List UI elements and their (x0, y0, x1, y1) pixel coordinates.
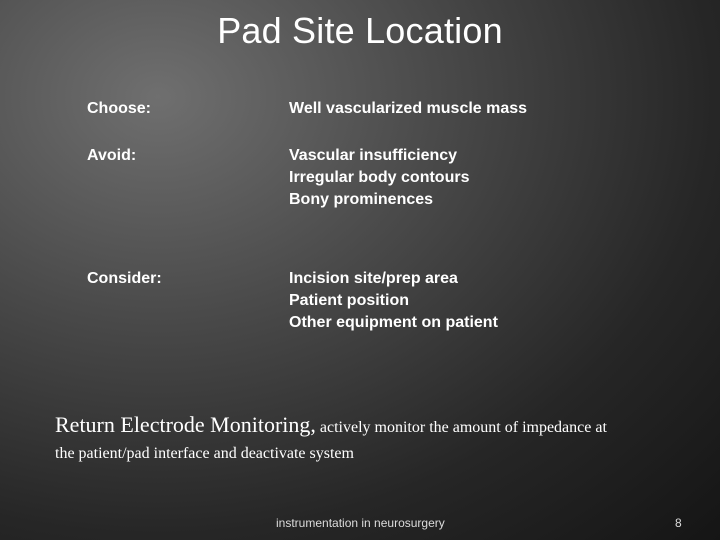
rem-note-text: actively monitor the amount of impedance at the patient/pad interface and deactivate system (55, 419, 607, 462)
row-items (289, 268, 498, 334)
row-items (289, 98, 527, 120)
row-item: Other equipment on patient (289, 314, 498, 331)
slide-footer: instrumentation in neurosurgery (276, 516, 445, 530)
row-label: Avoid: (87, 147, 137, 164)
row-label: Consider: (87, 270, 162, 287)
row-item: Well vascularized muscle mass (289, 100, 528, 117)
page-number: 8 (675, 516, 682, 530)
slide-title: Pad Site Location (217, 10, 503, 51)
rem-note-lead: Return Electrode Monitoring, (55, 412, 316, 437)
row-item: Irregular body contours (289, 169, 470, 186)
row-label: Choose: (87, 100, 151, 117)
row-items (289, 145, 469, 211)
row-item: Patient position (289, 292, 409, 309)
row-item: Incision site/prep area (289, 270, 458, 287)
rem-note (55, 412, 615, 467)
row-item: Bony prominences (289, 191, 434, 208)
row-item: Vascular insufficiency (289, 147, 458, 164)
